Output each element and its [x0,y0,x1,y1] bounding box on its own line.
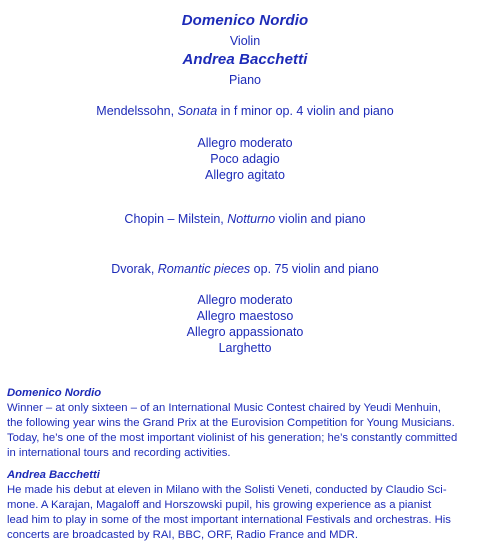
performer-name-nordio: Domenico Nordio [181,12,309,29]
performer-name-bacchetti: Andrea Bacchetti [182,51,308,68]
movement-item: Poco adagio [210,152,280,166]
bio-text-line: Today, he’s one of the most important violinist of his generation; he’s constantly committed [7,432,458,444]
piece-title: Notturno [227,212,276,226]
program-piece-chopin [0,212,490,226]
piece-detail: violin and piano [275,212,366,226]
bio-text-line: mone. A Karajan, Magaloff and Horszowski pupil, his growing experience as a pianist [7,499,432,511]
piece-title: Sonata [177,104,218,118]
movement-item: Allegro agitato [205,168,285,182]
bio-text-line: the following year wins the Grand Prix at the Eurovision Competition for Young Musicians. [7,417,455,429]
bio-text-line: He made his debut at eleven in Milano with the Solisti Veneti, conducted by Claudio Sci- [7,484,447,496]
piece-composer: Mendelssohn, [96,104,178,118]
piece-title: Romantic pieces [157,262,251,276]
bio-text-line: Winner – at only sixteen – of an International Music Contest chaired by Yeudi Menhuin, [7,402,441,414]
movement-item: Larghetto [218,341,272,355]
bio-text-line: concerts are broadcasted by RAI, BBC, ORF, Radio France and MDR. [7,529,358,541]
piece-composer: Dvorak, [111,262,158,276]
bio-bacchetti [7,468,485,543]
bio-title: Andrea Bacchetti [7,469,100,481]
piece-composer: Chopin – Milstein, [124,212,228,226]
bio-text-line: in international tours and recording activities. [7,447,231,459]
program-piece-mendelssohn [0,104,490,118]
bio-title: Domenico Nordio [7,387,102,399]
piece-detail: op. 75 violin and piano [250,262,379,276]
piece-detail: in f minor op. 4 violin and piano [217,104,394,118]
movement-item: Allegro maestoso [196,309,294,323]
performer-instrument-piano: Piano [229,73,261,87]
movement-item: Allegro moderato [197,136,293,150]
performer-instrument-violin: Violin [229,34,261,48]
bio-nordio [7,386,485,461]
movement-item: Allegro moderato [197,293,293,307]
program-piece-dvorak [0,262,490,276]
bio-text-line: lead him to play in some of the most important international Festivals and orchestras. His [7,514,451,526]
movement-item: Allegro appassionato [186,325,304,339]
